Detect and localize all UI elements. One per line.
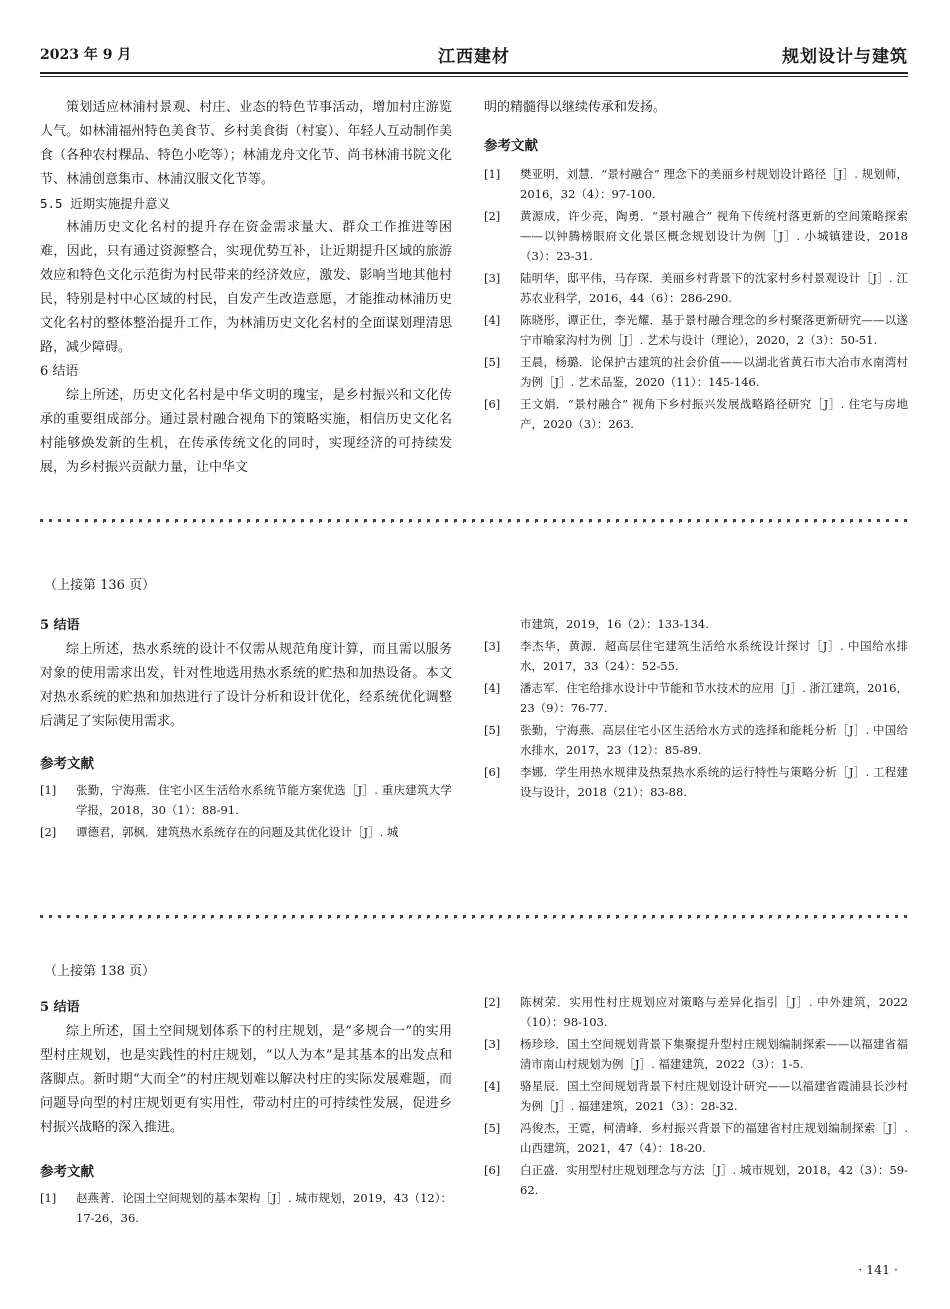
article3-right-column [484, 992, 908, 1202]
section-separator [40, 915, 908, 918]
paragraph: 综上所述，热水系统的设计不仅需从规范角度计算，而且需以服务对象的使用需求出发，针对性地选用热水系统的贮热和加热设备。本文对热水系统的贮热和加热进行了设计分析和设计优化，经系统优化调整后满足了实际使用需求。 [40, 642, 452, 729]
reference-text: 陈树荣．实用性村庄规划应对策略与差异化指引［J］. 中外建筑，2022（10）：98-103. [520, 995, 908, 1029]
reference-item [484, 310, 908, 350]
article2-left-column [40, 614, 452, 844]
reference-text: 李娜．学生用热水规律及热泵热水系统的运行特性与策略分析［J］. 工程建设与设计，2018（21）：83-88. [520, 765, 908, 799]
reference-item [484, 1034, 908, 1074]
reference-item [484, 720, 908, 760]
reference-number: [2] [484, 995, 501, 1009]
article1-left-column [40, 96, 452, 480]
reference-number: [5] [484, 723, 501, 737]
reference-number: [2] [40, 825, 57, 839]
page-number: · 141 · [858, 1262, 898, 1277]
continued-note: （上接第 136 页） [44, 578, 156, 593]
paragraph: 林浦历史文化名村的提升存在资金需求量大、群众工作推进等困难，因此，只有通过资源整合，实现优势互补，让近期提升区域的旅游效应和特色文化示范街为村民带来的经济效应，激发、影响当地其他村民，特别是村中心区域的村民，自发产生改造意愿，才能推动林浦历史文化名村的整体整治提升工作，为林浦历史文化名村的全面谋划理清思路，减少障碍。 [40, 220, 452, 355]
article1-right-column [484, 96, 908, 436]
reference-item [484, 762, 908, 802]
reference-item [484, 268, 908, 308]
reference-text: 李杰华，黄源．超高层住宅建筑生活给水系统设计探讨［J］. 中国给水排水，2017，33（24）：52-55. [520, 639, 908, 673]
reference-item [484, 394, 908, 434]
continued-note: （上接第 138 页） [44, 964, 156, 979]
reference-text: 张勤，宁海燕．住宅小区生活给水系统节能方案优选［J］. 重庆建筑大学学报，2018，30（1）：88-91. [76, 783, 452, 817]
journal-title: 江西建材 [438, 47, 510, 67]
issue-date: 2023 年 9 月 [40, 47, 132, 63]
reference-item [484, 1118, 908, 1158]
reference-item [40, 780, 452, 820]
reference-number: [6] [484, 397, 501, 411]
references-title: 参考文献 [40, 756, 94, 772]
reference-number: [3] [484, 639, 501, 653]
reference-text: 白正盛．实用型村庄规划理念与方法［J］. 城市规划，2018，42（3）：59-62. [520, 1163, 908, 1197]
reference-item [484, 678, 908, 718]
reference-continuation: 市建筑，2019，16（2）：133-134. [520, 617, 709, 631]
reference-list [40, 1188, 452, 1228]
reference-text: 潘志军．住宅给排水设计中节能和节水技术的应用［J］. 浙江建筑，2016，23（9）：76-77. [520, 681, 908, 715]
section-heading: 5 结语 [40, 618, 80, 633]
reference-list [40, 780, 452, 842]
reference-number: [3] [484, 271, 501, 285]
reference-list [484, 164, 908, 434]
reference-number: [6] [484, 1163, 501, 1177]
article3-left-column [40, 996, 452, 1230]
page-header [40, 44, 908, 70]
reference-number: [1] [484, 167, 501, 181]
reference-item [484, 206, 908, 266]
reference-text: 樊亚明，刘慧．“景村融合” 理念下的美丽乡村规划设计路径［J］. 规划师，2016，32（4）：97-100. [520, 167, 908, 201]
reference-text: 谭德君，郭枫．建筑热水系统存在的问题及其优化设计［J］. 城 [76, 825, 399, 839]
reference-item [484, 636, 908, 676]
section-heading: 5.5 近期实施提升意义 [40, 196, 171, 211]
reference-text: 冯俊杰，王霓，柯清峰．乡村振兴背景下的福建省村庄规划编制探索［J］. 山西建筑，2021，47（4）：18-20. [520, 1121, 908, 1155]
reference-list [484, 992, 908, 1200]
header-rule-thin [40, 76, 908, 77]
reference-number: [6] [484, 765, 501, 779]
article2-right-column [484, 614, 908, 804]
reference-item [484, 164, 908, 204]
paragraph: 明的精髓得以继续传承和发扬。 [484, 100, 667, 115]
reference-item [484, 992, 908, 1032]
reference-item [484, 352, 908, 392]
references-title: 参考文献 [40, 1164, 94, 1180]
header-rule [40, 72, 908, 74]
reference-item [484, 1076, 908, 1116]
section-separator [40, 519, 908, 522]
reference-text: 陆明华，邸平伟，马存琛．美丽乡村背景下的沈家村乡村景观设计［J］. 江苏农业科学，2016，44（6）：286-290. [520, 271, 908, 305]
paragraph: 综上所述，历史文化名村是中华文明的瑰宝，是乡村振兴和文化传承的重要组成部分。通过景村融合视角下的策略实施，相信历史文化名村能够焕发新的生机，在传承传统文化的同时，实现经济的可持续发展，为乡村振兴贡献力量，让中华文 [40, 388, 452, 475]
section-heading: 6 结语 [40, 364, 79, 379]
paragraph: 综上所述，国土空间规划体系下的村庄规划，是“多规合一”的实用型村庄规划，也是实践性的村庄规划，“以人为本”是其基本的出发点和落脚点。新时期“大而全”的村庄规划难以解决村庄的实际发展难题，而问题导向型的村庄规划更有实用性，带动村庄的可持续性发展，促进乡村振兴战略的深入推进。 [40, 1024, 452, 1135]
reference-number: [5] [484, 355, 501, 369]
reference-list [484, 636, 908, 802]
reference-item [484, 1160, 908, 1200]
reference-number: [4] [484, 681, 501, 695]
reference-number: [1] [40, 783, 57, 797]
reference-text: 王文娟．“景村融合” 视角下乡村振兴发展战略路径研究［J］. 住宅与房地产，2020（3）：263. [520, 397, 908, 431]
reference-number: [4] [484, 1079, 501, 1093]
section-heading: 5 结语 [40, 1000, 80, 1015]
reference-text: 杨珍珍．国土空间规划背景下集聚提升型村庄规划编制探索——以福建省福清市南山村规划为例［J］. 福建建筑，2022（3）：1-5. [520, 1037, 908, 1071]
reference-number: [2] [484, 209, 501, 223]
reference-number: [4] [484, 313, 501, 327]
reference-number: [5] [484, 1121, 501, 1135]
reference-number: [3] [484, 1037, 501, 1051]
reference-number: [1] [40, 1191, 57, 1205]
reference-text: 骆星辰．国土空间规划背景下村庄规划设计研究——以福建省霞浦县长沙村为例［J］. 福建建筑，2021（3）：28-32. [520, 1079, 908, 1113]
reference-text: 张勤，宁海燕．高层住宅小区生活给水方式的选择和能耗分析［J］. 中国给水排水，2017，23（12）：85-89. [520, 723, 908, 757]
reference-text: 王晨，杨璐．论保护古建筑的社会价值——以湖北省黄石市大冶市水南湾村为例［J］. 艺术品鉴，2020（11）：145-146. [520, 355, 908, 389]
paragraph: 策划适应林浦村景观、村庄、业态的特色节事活动，增加村庄游览人气。如林浦福州特色美食节、乡村美食街（村宴）、年轻人互动制作美食（各种农村粿品、特色小吃等）；林浦龙舟文化节、尚书林浦书院文化节、林浦创意集市、林浦汉服文化节等。 [40, 100, 452, 187]
reference-item [40, 822, 452, 842]
reference-text: 陈晓彤，谭正仕，李光耀．基于景村融合理念的乡村聚落更新研究——以遂宁市喻家沟村为例［J］. 艺术与设计（理论），2020，2（3）：50-51. [520, 313, 908, 347]
references-title: 参考文献 [484, 138, 538, 154]
reference-text: 黄源成，许少亮，陶勇．“景村融合” 视角下传统村落更新的空间策略探索——以钟腾榜眼府文化景区概念规划设计为例［J］. 小城镇建设，2018（3）：23-31. [520, 209, 908, 263]
section-title: 规划设计与建筑 [782, 47, 908, 67]
reference-text: 赵燕菁．论国土空间规划的基本架构［J］. 城市规划，2019，43（12）：17-26，36. [76, 1191, 452, 1225]
reference-item [40, 1188, 452, 1228]
